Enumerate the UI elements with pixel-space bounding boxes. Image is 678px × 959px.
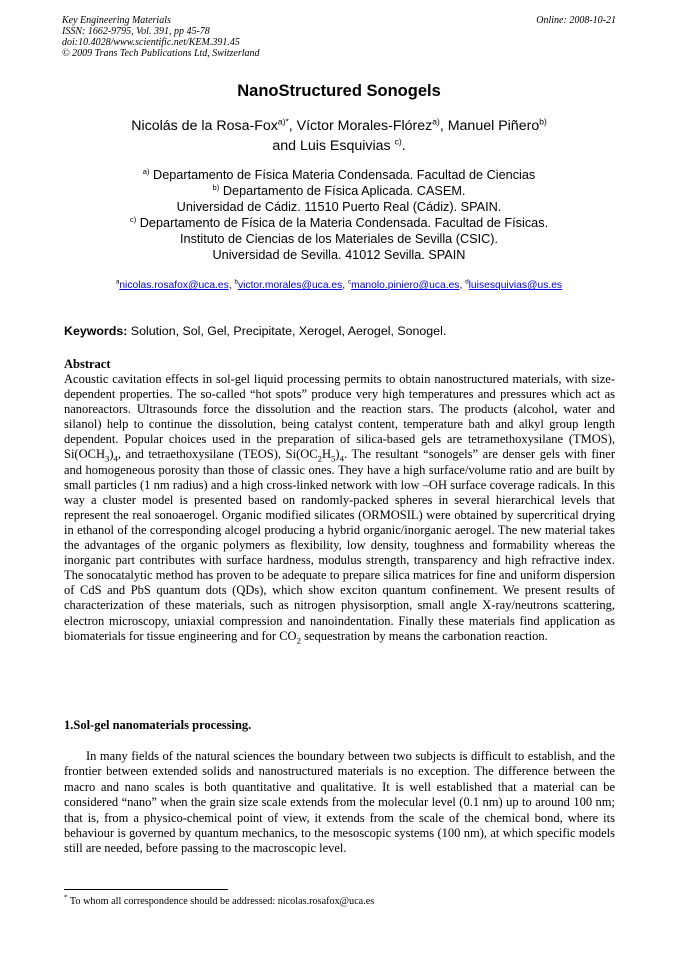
author-name: Nicolás de la Rosa-Fox [131, 118, 278, 134]
body-paragraph: In many fields of the natural sciences the boundary between two subjects is difficult to establish, and the frontier between extended solids and nanostructured materials is no exception. The difference between the macro and nano scales is both quantitative and qualitative. It is well established that a material can be considered “nano” when the grain size scale extends from the molecular level (0.1 nm) up to around 100 nm; that is, from a physico-chemical point of view, it extends from the scale of the chemical bond, where its behaviour is governed by quantum mechanics, to the mesoscopic systems (100 nm), at which specific models still are needed, before passing to the macroscopic level. [64, 749, 615, 856]
journal-header [62, 15, 616, 59]
author-separator: , [288, 118, 297, 134]
affiliation-text: Universidad de Sevilla. 41012 Sevilla. SPAIN [212, 248, 466, 262]
journal-name: Key Engineering Materials [62, 15, 171, 26]
journal-doi: doi:10.4028/www.scientific.net/KEM.391.45 [62, 37, 240, 48]
email-link[interactable]: victor.morales@uca.es [237, 280, 343, 291]
author-emails: $^a$nicolas.rosafox@uca.es, $^b$victor.morales@uca.es, $^c$manolo.piniero@uca.es, $^d$luisesquivias@us.es [115, 278, 563, 291]
footnote-text: To whom all correspondence should be addressed: nicolas.rosafox@uca.es [67, 896, 375, 907]
affiliation-line [40, 247, 638, 263]
footnote-rule [64, 889, 228, 890]
author-affil-mark: b) [539, 116, 547, 127]
author-separator: , [439, 118, 448, 134]
footnote-mark: * [64, 893, 68, 902]
author-name: and Luis Esquivias [272, 138, 391, 154]
affiliation-text: Universidad de Cádiz. 11510 Puerto Real (Cádiz). SPAIN. [176, 200, 502, 214]
author-name: Víctor Morales-Flórez [296, 118, 433, 134]
affiliation-mark: a) [142, 166, 150, 176]
paper-title: NanoStructured Sonogels [237, 82, 441, 100]
journal-copyright: © 2009 Trans Tech Publications Ltd, Switzerland [62, 48, 260, 59]
email-mark: b [234, 278, 238, 286]
keywords-text: Solution, Sol, Gel, Precipitate, Xerogel, Aerogel, Sonogel. [127, 324, 447, 338]
affiliation-mark: b) [212, 182, 220, 192]
affiliation-text: Departamento de Física de la Materia Condensada. Facultad de Físicas. [139, 216, 549, 230]
keywords-label: Keywords: [64, 324, 128, 338]
author-separator: . [401, 138, 406, 154]
affiliations [40, 167, 638, 263]
footnote [64, 893, 375, 908]
author-affil-mark: a) [432, 116, 440, 127]
affiliation-text: Departamento de Física Materia Condensada. Facultad de Ciencias [153, 168, 536, 182]
email-mark: c [348, 278, 352, 286]
section-heading: 1.Sol-gel nanomaterials processing. [64, 718, 252, 732]
affiliation-text: Departamento de Física Aplicada. CASEM. [222, 184, 466, 198]
affiliation-line [40, 167, 638, 183]
affiliation-line [40, 183, 638, 199]
author-affil-mark: c) [394, 136, 402, 147]
email-link[interactable]: nicolas.rosafox@uca.es [119, 280, 229, 291]
keywords [64, 324, 614, 339]
affiliation-line [40, 199, 638, 215]
abstract-text: Acoustic cavitation effects in sol-gel liquid processing permits to obtain nanostructured materials, with size-dependent properties. The so-called “hot spots” produce very high temperatures and pressures which act as nanoreactors. Ultrasounds force the dissolution and the reaction stars. The products (alcohol, water and silanol) help to continue the dissolution, being catalyst content, temperature bath and alkyl group length dependent. Popular choices used in the preparation of silica-based gels are tetramethoxysilane (TMOS), $Si(OCH_3)_4$, and tetraethoxysilane (TEOS), $Si(OC_2H_5)_4$. The resultant “sonogels” are denser gels with finer and homogeneous porosity than those of classic ones. They have a high surface/volume ratio and are built by small particles (1 nm radius) and a high cross-linked network with low –OH surface coverage radicals. In this way a cluster model is presented based on randomly-packed spheres in several hierarchical levels that represent the real sonoaerogel. Organic modified silicates (ORMOSIL) were obtained by supercritical drying in ethanol of the corresponding alcogel producing a hybrid organic/inorganic aerogel. The new material takes the advantages of the organic polymers as flexibility, low density, toughness and formability whereas the inorganic part contributes with surface hardness, modulus strength, transparency and high refractive index. The sonocatalytic method has proven to be adequate to prepare silica matrices for fine and uniform dispersion of CdS and PbS quantum dots (QDs), which show exciton quantum confinement. We present results of characterization of these materials, such as nitrogen physisorption, small angle X-ray/neutrons scattering, electron microscopy, uniaxial compression and nanoindentation. Finally these materials find application as biomaterials for tissue engineering and for $CO_2$ sequestration by means the carbonation reaction. [64, 372, 615, 646]
affiliation-line [40, 231, 638, 247]
email-mark: a [115, 278, 120, 286]
affiliation-line [40, 215, 638, 231]
affiliation-text: Instituto de Ciencias de los Materiales de Sevilla (CSIC). [179, 232, 499, 246]
journal-issn: ISSN: 1662-9795, Vol. 391, pp 45-78 [62, 26, 210, 37]
online-date: Online: 2008-10-21 [536, 15, 616, 26]
author-list [40, 116, 638, 156]
email-link[interactable]: manolo.piniero@uca.es [351, 280, 460, 291]
email-mark: d [465, 278, 469, 286]
abstract-heading: Abstract [64, 357, 111, 371]
affiliation-mark: c) [129, 214, 137, 224]
email-link[interactable]: luisesquivias@us.es [468, 280, 563, 291]
author-affil-mark: a)* [277, 116, 289, 127]
author-name: Manuel Piñero [447, 118, 540, 134]
